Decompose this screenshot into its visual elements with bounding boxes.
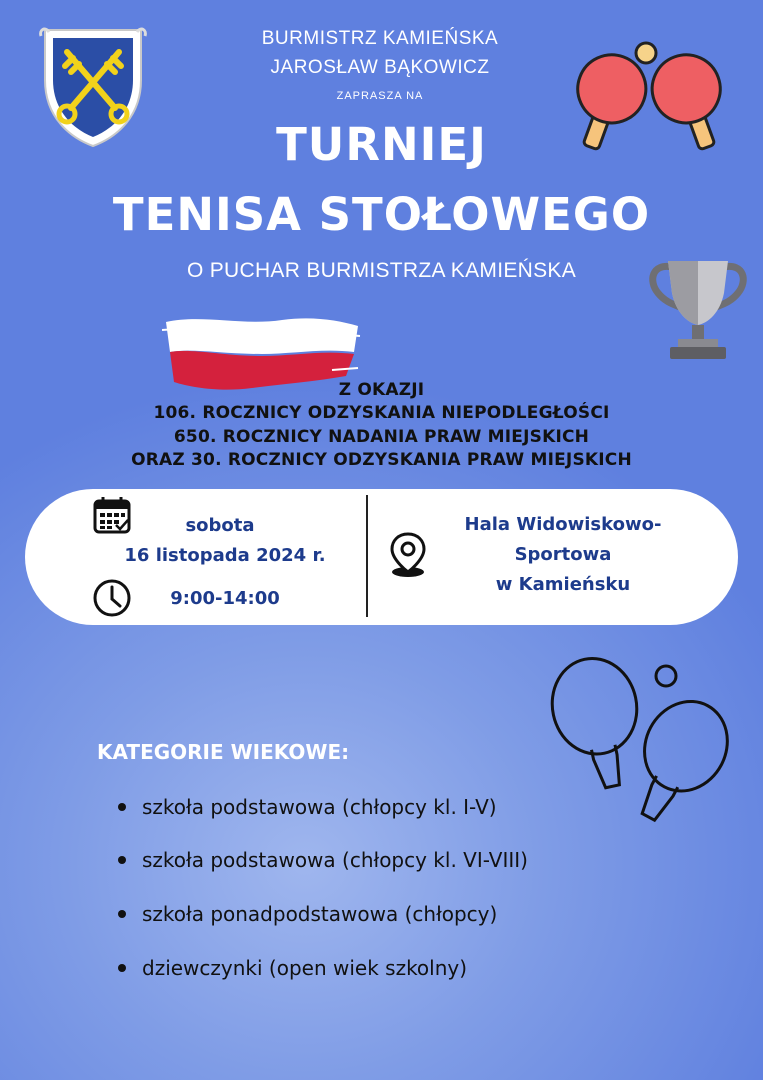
occasion-line-2: 106. ROCZNICY ODZYSKANIA NIEPODLEGŁOŚCI: [153, 403, 610, 423]
organizer-person-line: JAROSŁAW BĄKOWICZ: [270, 57, 490, 78]
bullet-icon: [118, 803, 126, 811]
venue-line-3: w Kamieńsku: [495, 574, 631, 595]
subtitle: O PUCHAR BURMISTRZA KAMIEŃSKA: [186, 259, 577, 282]
venue-line-1: Hala Widowiskowo-: [464, 514, 662, 535]
clock-icon: [92, 578, 132, 618]
trophy-cup-icon: [646, 253, 750, 365]
title-line-1: TURNIEJ: [276, 118, 487, 171]
event-time: 9:00-14:00: [170, 588, 280, 609]
organizer-name-line: BURMISTRZ KAMIEŃSKA: [261, 28, 499, 49]
categories-heading: KATEGORIE WIEKOWE:: [97, 740, 350, 764]
category-label: szkoła podstawowa (chłopcy kl. I-V): [142, 795, 497, 819]
category-label: szkoła ponadpodstawowa (chłopcy): [142, 902, 498, 926]
occasion-line-4: ORAZ 30. ROCZNICY ODZYSKANIA PRAW MIEJSKICH: [131, 450, 632, 470]
bullet-icon: [118, 910, 126, 918]
category-label: szkoła podstawowa (chłopcy kl. VI-VIII): [142, 848, 528, 872]
list-item: [118, 902, 497, 926]
list-item: [118, 848, 528, 872]
title-line-2: TENISA STOŁOWEGO: [112, 188, 651, 241]
bullet-icon: [118, 964, 126, 972]
event-date: 16 listopada 2024 r.: [124, 545, 326, 566]
bullet-icon: [118, 856, 126, 864]
calendar-icon: [92, 495, 132, 535]
category-label: dziewczynki (open wiek szkolny): [142, 956, 468, 980]
event-day: sobota: [185, 515, 255, 536]
list-item: [118, 795, 497, 819]
venue-line-2: Sportowa: [514, 544, 612, 565]
ping-pong-paddles-outline-icon: [545, 648, 745, 833]
occasion-line-1: Z OKAZJI: [338, 380, 425, 400]
invite-text: ZAPRASZA NA: [336, 90, 424, 102]
occasion-line-3: 650. ROCZNICY NADANIA PRAW MIEJSKICH: [173, 427, 590, 447]
list-item: [118, 956, 467, 980]
